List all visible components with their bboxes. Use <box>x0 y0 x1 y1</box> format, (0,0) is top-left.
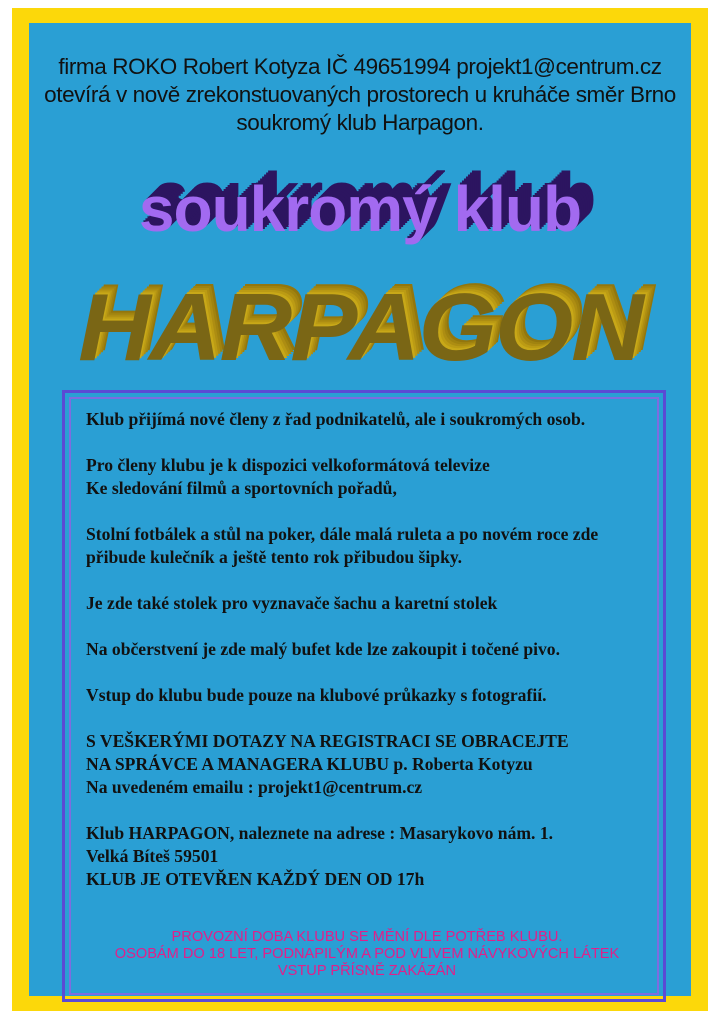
warning-line1: PROVOZNÍ DOBA KLUBU SE MĚNÍ DLE POTŘEB KLUBU. <box>171 929 563 945</box>
info-contact-email: Na uvedeném emailu : projekt1@centrum.cz <box>86 777 423 797</box>
info-address-line2: Velká Bíteš 59501 <box>86 846 219 866</box>
info-address-line1: Klub HARPAGON, naleznete na adrese : Masarykovo nám. 1. <box>86 823 554 843</box>
info-contact-line2: NA SPRÁVCE A MANAGERA KLUBU p. Roberta Kotyzu <box>86 754 533 774</box>
info-games-line1: Stolní fotbálek a stůl na poker, dále malá ruleta a po novém roce zde <box>86 524 599 544</box>
header-line-opening: otevírá v nově zrekonstuovaných prostorech u kruháče směr Brno <box>44 82 676 107</box>
info-entry: Vstup do klubu bude pouze na klubové průkazky s fotografií. <box>86 685 547 705</box>
title-private-club: soukromý klub <box>138 173 582 245</box>
poster-background <box>29 23 691 996</box>
poster-frame <box>12 8 708 1011</box>
info-opening-hours: KLUB JE OTEVŘEN KAŽDÝ DEN OD 17h <box>86 869 425 889</box>
info-membership: Klub přijímá nové členy z řad podnikatelů, ale i soukromých osob. <box>86 409 586 429</box>
info-tv-line1: Pro členy klubu je k dispozici velkoformátová televize <box>86 455 490 475</box>
info-chess: Je zde také stolek pro vyznavače šachu a karetní stolek <box>86 593 498 613</box>
info-contact-line1: S VEŠKERÝMI DOTAZY NA REGISTRACI SE OBRACEJTE <box>86 731 569 751</box>
warning-line3: VSTUP PŘÍSNĚ ZAKÁZÁN <box>277 963 457 979</box>
info-buffet: Na občerstvení je zde malý bufet kde lze zakoupit i točené pivo. <box>86 639 560 659</box>
warning-line2: OSOBÁM DO 18 LET, PODNAPILÝM A POD VLIVEM NÁVYKOVÝCH LÁTEK <box>114 946 620 962</box>
title-harpagon: HARPAGON <box>78 274 642 381</box>
info-box <box>62 390 666 1002</box>
warning-notice <box>65 929 669 980</box>
info-tv-line2: Ke sledování filmů a sportovních pořadů, <box>86 478 397 498</box>
header-line-club: soukromý klub Harpagon. <box>236 110 484 135</box>
info-games-line2: přibude kulečník a ještě tento rok přibudou šipky. <box>86 547 463 567</box>
info-text <box>86 408 666 891</box>
header-line-company: firma ROKO Robert Kotyza IČ 49651994 projekt1@centrum.cz <box>58 54 662 79</box>
header-announcement <box>29 53 691 137</box>
